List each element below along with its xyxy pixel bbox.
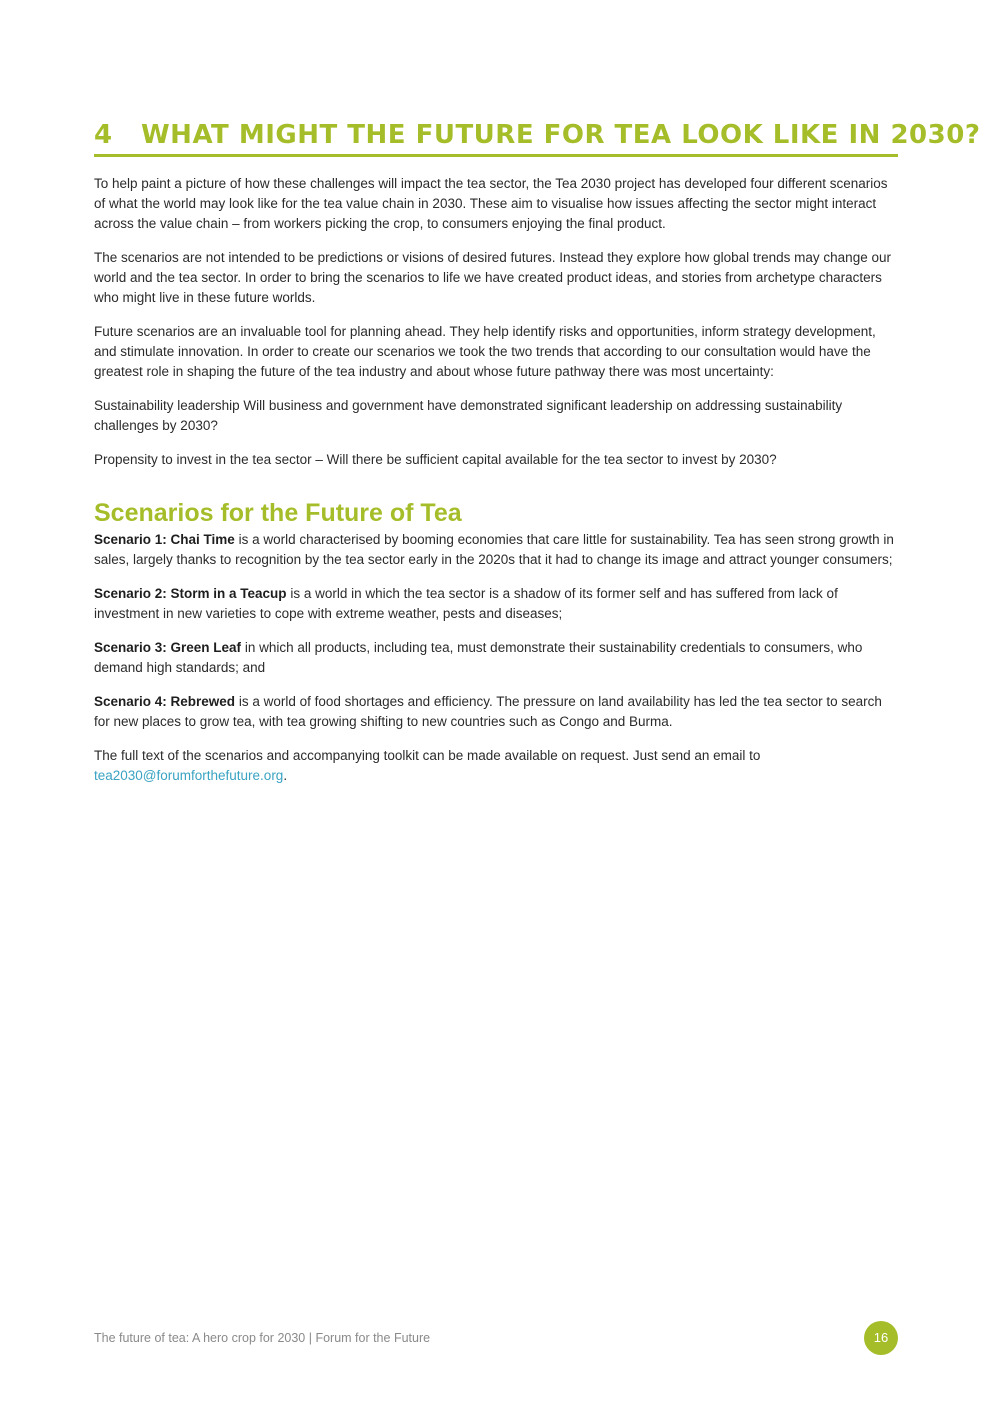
chapter-title: WHAT MIGHT THE FUTURE FOR TEA LOOK LIKE IN 2030? — [141, 120, 981, 150]
chapter-heading — [94, 116, 981, 157]
chapter-number: 4 — [94, 120, 113, 150]
closing-suffix: . — [283, 768, 288, 783]
scenario-name: Scenario 1: Chai Time — [94, 532, 235, 547]
trend-paragraph: Propensity to invest in the tea sector – Will there be sufficient capital available for the tea sector to invest by 2030? — [94, 452, 777, 467]
scenario-name: Scenario 3: Green Leaf — [94, 640, 242, 655]
page-number-badge: 16 — [864, 1321, 898, 1355]
closing-paragraph — [94, 746, 898, 786]
scenario-paragraph — [94, 638, 898, 678]
scenario-description: is a world characterised by booming economies that care little for sustainability. Tea has seen strong growth in sales, largely thanks to recognition by the tea sector early in the 2020s that it had to change its image and attract younger consumers; — [94, 532, 894, 567]
scenario-description: in which all products, including tea, must demonstrate their sustainability credentials to consumers, who demand high standards; and — [94, 640, 863, 675]
scenario-paragraph — [94, 692, 898, 732]
scenario-description: is a world of food shortages and efficiency. The pressure on land availability has led the tea sector to search for new places to grow tea, with tea growing shifting to new countries such as Congo and Burma. — [94, 694, 882, 729]
section-heading: Scenarios for the Future of Tea — [94, 499, 462, 527]
closing-text: The full text of the scenarios and accompanying toolkit can be made available on request. Just send an email to — [94, 748, 761, 763]
body-text — [94, 174, 898, 800]
intro-paragraph: To help paint a picture of how these challenges will impact the tea sector, the Tea 2030 project has developed four different scenarios of what the world may look like for the tea value chain in 2030. These aim to visualise how issues affecting the sector might interact across the value chain – from workers picking the crop, to consumers enjoying the final product. — [94, 176, 888, 231]
email-link[interactable]: tea2030@forumforthefuture.org — [94, 768, 284, 783]
scenario-paragraph — [94, 530, 898, 570]
scenario-name: Scenario 2: Storm in a Teacup — [94, 586, 287, 601]
scenario-name: Scenario 4: Rebrewed — [94, 694, 236, 709]
scenario-description: is a world in which the tea sector is a shadow of its former self and has suffered from lack of investment in new varieties to cope with extreme weather, pests and diseases; — [94, 586, 838, 621]
intro-paragraph: The scenarios are not intended to be predictions or visions of desired futures. Instead they explore how global trends may change our world and the tea sector. In order to bring the scenarios to life we have created product ideas, and stories from archetype characters who might live in these future worlds. — [94, 250, 891, 305]
footer-text: The future of tea: A hero crop for 2030 | Forum for the Future — [94, 1331, 431, 1345]
scenario-paragraph — [94, 584, 898, 624]
intro-paragraph: Future scenarios are an invaluable tool for planning ahead. They help identify risks and opportunities, inform strategy development, and stimulate innovation. In order to create our scenarios we took the two trends that according to our consultation would have the greatest role in shaping the future of the tea industry and about whose future pathway there was most uncertainty: — [94, 324, 876, 379]
trend-paragraph: Sustainability leadership Will business and government have demonstrated significant leadership on addressing sustainability challenges by 2030? — [94, 398, 843, 433]
